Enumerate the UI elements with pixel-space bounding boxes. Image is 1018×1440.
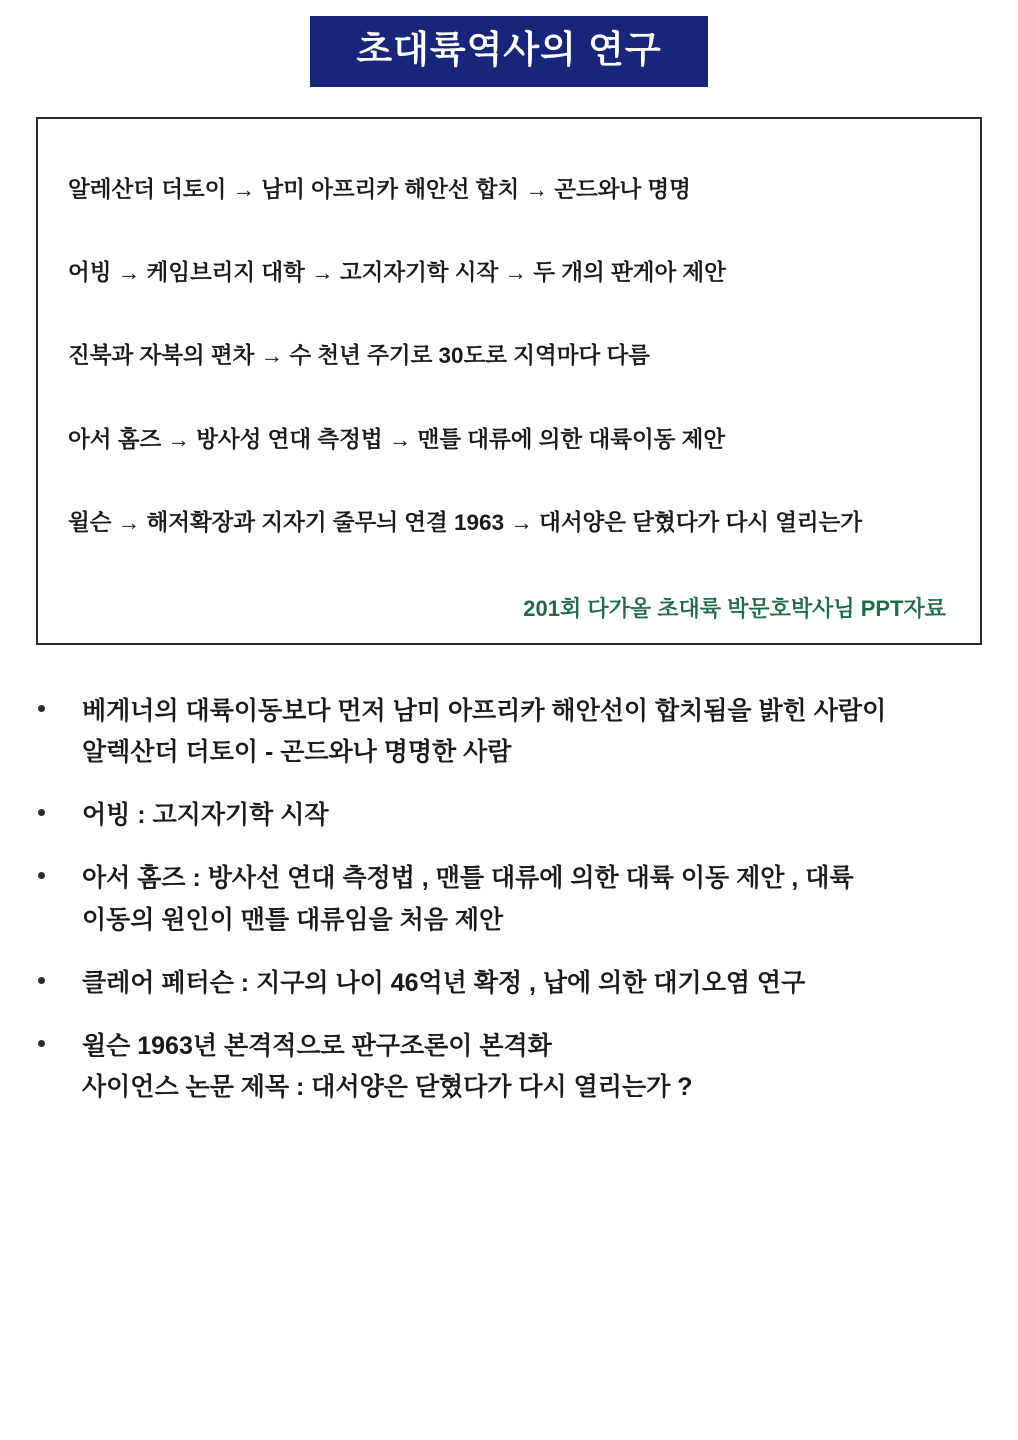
list-item bbox=[26, 795, 988, 836]
bullet-5-line-2: 사이언스 논문 제목 : 대서양은 닫혔다가 다시 열리는가 ? bbox=[82, 1073, 693, 1102]
bullet-1-line-1: 베게너의 대륙이동보다 먼저 남미 아프리카 해안선이 합치됨을 밝힌 사람이 bbox=[82, 696, 887, 725]
bullet-dot-icon bbox=[38, 872, 45, 879]
summary-line-3: 진북과 자북의 편차 → 수 천년 주기로 30도로 지역마다 다름 bbox=[68, 343, 650, 369]
bullet-dot-icon bbox=[38, 705, 45, 712]
bullet-1-line-2: 알렉산더 더토이 - 곤드와나 명명한 사람 bbox=[82, 737, 512, 766]
list-item bbox=[26, 963, 988, 1004]
list-item bbox=[26, 1026, 988, 1109]
bullet-dot-icon bbox=[38, 1040, 45, 1047]
bullet-4-line-1: 클레어 페터슨 : 지구의 나이 46억년 확정 , 납에 의한 대기오염 연구 bbox=[82, 968, 806, 997]
summary-line-2: 어빙 → 케임브리지 대학 → 고지자기학 시작 → 두 개의 판게아 제안 bbox=[68, 260, 726, 286]
list-item bbox=[26, 691, 988, 774]
bullet-3-line-1: 아서 홈즈 : 방사선 연대 측정법 , 맨틀 대류에 의한 대륙 이동 제안 , 대륙 bbox=[82, 864, 854, 893]
bullet-dot-icon bbox=[38, 977, 45, 984]
title-bar bbox=[0, 0, 1018, 87]
credit-note: 201회 다가올 초대륙 박문호박사님 PPT자료 bbox=[523, 595, 946, 621]
summary-line-1: 알레산더 더토이 → 남미 아프리카 해안선 합치 → 곤드와나 명명 bbox=[68, 176, 691, 202]
bullet-3-line-2: 이동의 원인이 맨틀 대류임을 처음 제안 bbox=[82, 905, 504, 934]
list-item bbox=[26, 858, 988, 941]
summary-box bbox=[36, 117, 982, 645]
bullet-2-line-1: 어빙 : 고지자기학 시작 bbox=[82, 801, 329, 830]
summary-line-5: 윌슨 → 해저확장과 지자기 줄무늬 연결 1963 → 대서양은 닫혔다가 다시 열리는가 bbox=[68, 510, 863, 536]
bullet-5-line-1: 윌슨 1963년 본격적으로 판구조론이 본격화 bbox=[82, 1032, 552, 1061]
bullet-dot-icon bbox=[38, 809, 45, 816]
page-title: 초대륙역사의 연구 bbox=[310, 16, 707, 87]
summary-line-4: 아서 홈즈 → 방사성 연대 측정법 → 맨틀 대류에 의한 대륙이동 제안 bbox=[68, 426, 726, 452]
bullet-list bbox=[0, 691, 1018, 1109]
